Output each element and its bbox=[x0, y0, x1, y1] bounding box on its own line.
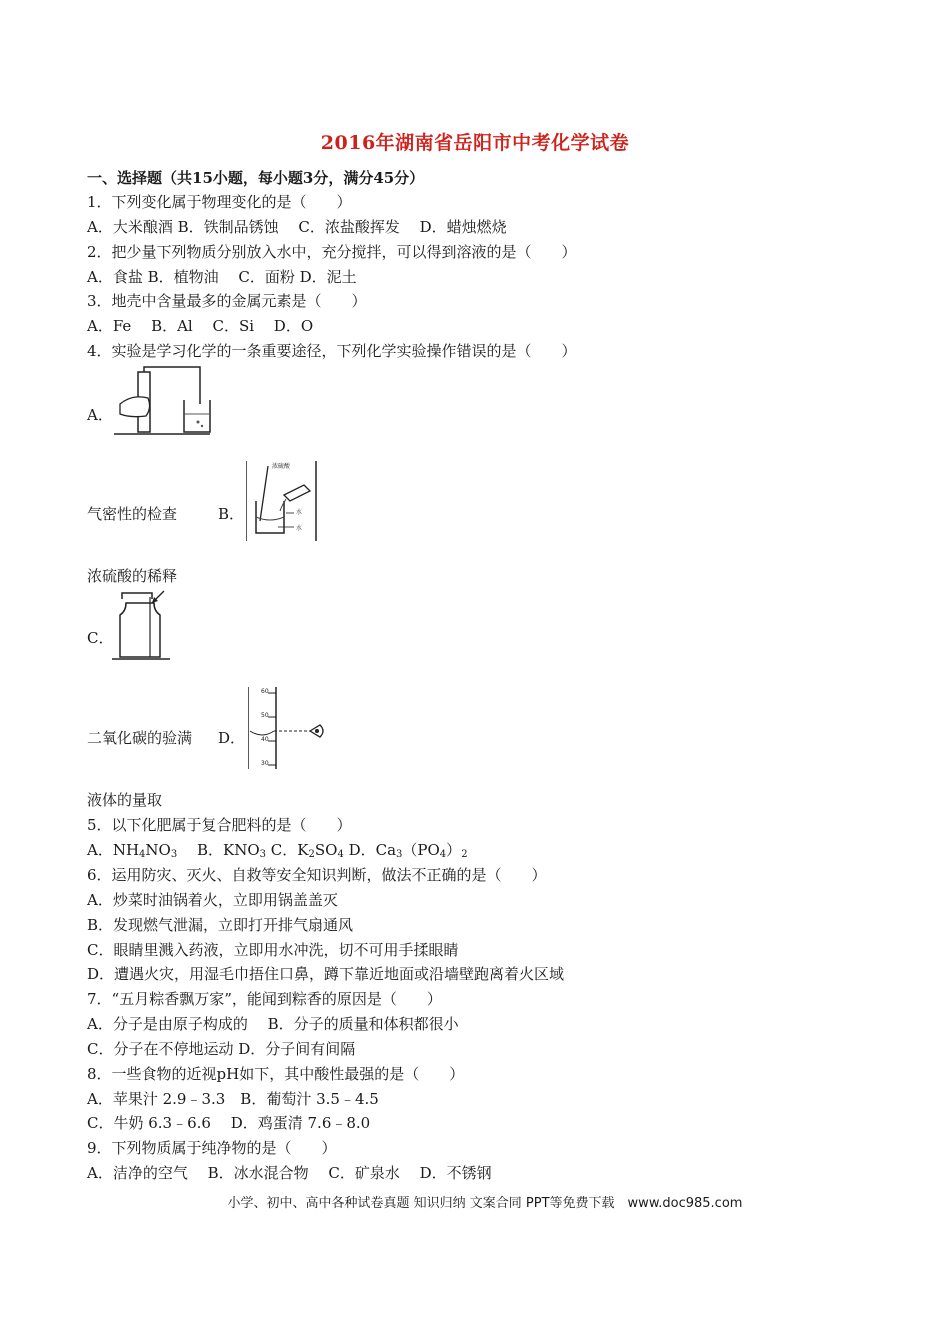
q8-stem: 8．一些食物的近视pH如下，其中酸性最强的是（ ） bbox=[87, 1065, 465, 1083]
q5-a-text: A．NH bbox=[87, 841, 140, 859]
q5-b-sub: 3 bbox=[259, 849, 267, 860]
scale-mark-50: 50 bbox=[261, 712, 269, 719]
q7-options-ab: A．分子是由原子构成的 B．分子的质量和体积都很小 bbox=[87, 1015, 459, 1033]
q2-stem: 2．把少量下列物质分别放入水中，充分搅拌，可以得到溶液的是（ ） bbox=[87, 243, 577, 261]
figure-acid-dilution bbox=[246, 461, 320, 541]
q4-option-d-label: D． bbox=[218, 729, 246, 747]
scale-mark-60: 60 bbox=[261, 688, 269, 695]
q4-stem: 4．实验是学习化学的一条重要途径，下列化学实验操作错误的是（ ） bbox=[87, 342, 577, 360]
q8-options-ab: A．苹果汁 2.9﹣3.3 B．葡萄汁 3.5﹣4.5 bbox=[87, 1090, 379, 1108]
q9-options: A．洁净的空气 B．冰水混合物 C．矿泉水 D．不锈钢 bbox=[87, 1164, 492, 1182]
q4-caption-a: 气密性的检查 bbox=[87, 505, 178, 523]
page-footer: 小学、初中、高中各种试卷真题 知识归纳 文案合同 PPT等免费下载 www.doc985.com bbox=[227, 1196, 743, 1211]
q7-options-cd: C．分子在不停地运动 D．分子间有间隔 bbox=[87, 1040, 356, 1058]
q5-d-tail: （PO bbox=[402, 841, 440, 859]
figure-label-water-bottom: 水 bbox=[296, 525, 303, 532]
q4-option-a-label: A． bbox=[87, 406, 113, 424]
q8-options-cd: C．牛奶 6.3﹣6.6 D．鸡蛋清 7.6﹣8.0 bbox=[87, 1114, 371, 1132]
q9-stem: 9．下列物质属于纯净物的是（ ） bbox=[87, 1139, 337, 1157]
figure-airtightness-check bbox=[112, 364, 212, 436]
q5-c-sub1: 2 bbox=[308, 849, 315, 860]
figure-co2-check bbox=[112, 589, 172, 661]
q6-stem: 6．运用防灾、灭火、自救等安全知识判断，做法不正确的是（ ） bbox=[87, 866, 547, 884]
q5-c-sub2: 4 bbox=[337, 849, 344, 860]
q4-caption-d: 液体的量取 bbox=[87, 791, 163, 809]
q6-option-c: C．眼睛里溅入药液，立即用水冲洗，切不可用手揉眼睛 bbox=[87, 941, 459, 959]
q5-b-text: B．KNO bbox=[177, 841, 260, 859]
q5-d-text: D．Ca bbox=[343, 841, 397, 859]
q3-stem: 3．地壳中含量最多的金属元素是（ ） bbox=[87, 292, 367, 310]
q7-stem: 7．“五月粽香飘万家”，能闻到粽香的原因是（ ） bbox=[87, 990, 442, 1008]
q5-d-sub3: 2 bbox=[461, 849, 468, 860]
q1-stem: 1．下列变化属于物理变化的是（ ） bbox=[87, 193, 352, 211]
q6-option-d: D．遭遇火灾，用湿毛巾捂住口鼻，蹲下靠近地面或沿墙壁跑离着火区域 bbox=[87, 965, 565, 983]
q5-c-tail: SO bbox=[314, 841, 338, 859]
q5-d-sub1: 3 bbox=[396, 849, 403, 860]
q4-caption-c: 二氧化碳的验满 bbox=[87, 729, 193, 747]
q5-d-sub2: 4 bbox=[439, 849, 447, 860]
figure-label-acid: 浓硫酸 bbox=[272, 463, 291, 470]
q6-option-b: B．发现燃气泄漏，立即打开排气扇通风 bbox=[87, 916, 354, 934]
q5-a-sub2: 3 bbox=[170, 849, 178, 860]
q4-option-b-label: B． bbox=[218, 505, 245, 523]
page-title: 2016年湖南省岳阳市中考化学试卷 bbox=[320, 132, 630, 154]
q5-d-close: ） bbox=[446, 841, 462, 859]
q4-caption-b: 浓硫酸的稀释 bbox=[87, 567, 178, 585]
figure-label-water-right: 水 bbox=[296, 509, 303, 516]
q1-options: A．大米酿酒 B．铁制品锈蚀 C．浓盐酸挥发 D．蜡烛燃烧 bbox=[87, 218, 507, 236]
scale-mark-40: 40 bbox=[261, 736, 269, 743]
q5-options bbox=[87, 840, 468, 865]
q6-option-a: A．炒菜时油锅着火，立即用锅盖盖灭 bbox=[87, 891, 338, 909]
section-heading: 一、选择题（共15小题，每小题3分，满分45分） bbox=[87, 169, 425, 187]
scale-mark-30: 30 bbox=[261, 760, 269, 767]
q5-a-sub1: 4 bbox=[139, 849, 146, 860]
q5-c-text: C．K bbox=[266, 841, 309, 859]
q4-option-c-label: C． bbox=[87, 629, 114, 647]
q5-a-tail: NO bbox=[145, 841, 171, 859]
figure-liquid-measuring bbox=[248, 687, 328, 769]
q5-stem: 5．以下化肥属于复合肥料的是（ ） bbox=[87, 816, 352, 834]
q2-options: A．食盐 B．植物油 C．面粉 D．泥土 bbox=[87, 268, 357, 286]
q3-options: A．Fe B．Al C．Si D．O bbox=[87, 317, 314, 335]
